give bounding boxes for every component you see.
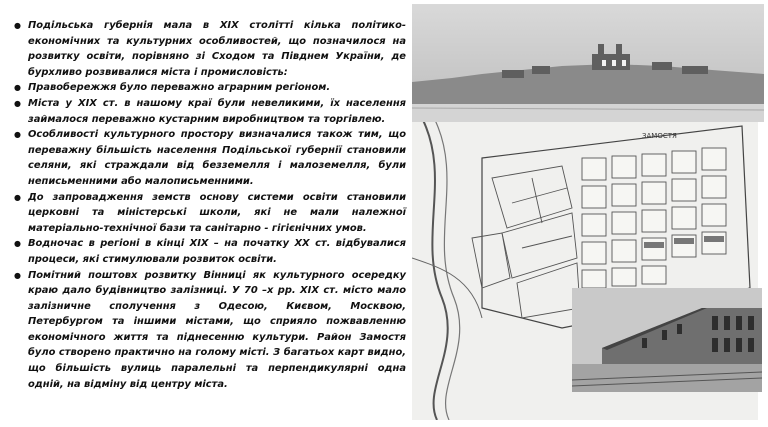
bullet-item: ● Правобережжя було переважно аграрним регіоном. [14, 80, 406, 96]
bullet-item: ● Водночас в регіоні в кінці XIX – на початку XX ст. відбувалися процеси, які стимулювали розвиток освіти. [14, 236, 406, 267]
bullet-item: ● Міста у XIX ст. в нашому краї були невеликими, їх населення займалося переважно кустарним виробництвом та торгівлею. [14, 96, 406, 127]
bullet-item: ● Особливості культурного простору визначалися також тим, що переважну більшість населення Подільської губернії становили селяни, які страждали від безземелля і малоземелля, були неписьменними або малописьменними. [14, 127, 406, 189]
bullet-item: ● Подільська губернія мала в XIX столітті кілька політико-економічних та культурних особливостей, що позначилося на розвитку освіти, порівняно зі Сходом та Півднем України, де бурхливо розвивалися міста і промисловість: [14, 18, 406, 80]
bullet-item: ● Помітний поштовх розвитку Вінниці як культурного осередку краю дало будівництво залізниці. У 70 –х рр. XIX ст. місто мало залізничне сполучення з Одесою, Києвом, Москвою, Петербургом та іншими містами, що сприяло пожвавленню економічного життя та піднесенню культури. Район Замостя було створено практично на голому місті. З багатьох карт видно, що більшість вулиць паралельні та перпендикулярні одна одній, на відміну від центру міста. [14, 268, 406, 393]
bullet-item: ● До запровадження земств основу системи освіти становили церковні та міністерські школи, які не мали належної матеріально-технічної бази та санітарно - гігієнічних умов. [14, 190, 406, 237]
panorama-photo [412, 4, 764, 122]
street-photo [572, 288, 762, 392]
bullet-text-column [14, 18, 406, 392]
map-district-label: ЗАМОСТЯ [642, 132, 677, 140]
bullet-list [14, 18, 406, 392]
